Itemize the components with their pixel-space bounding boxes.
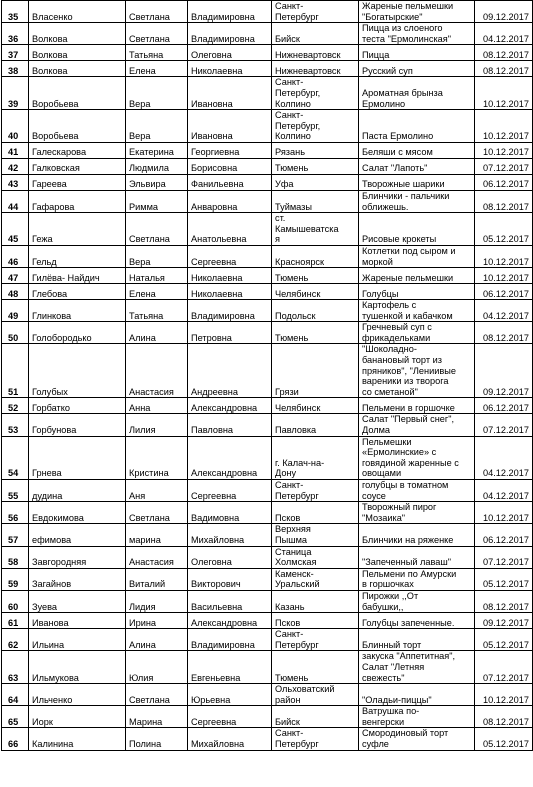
table-row	[2, 684, 533, 706]
last-name-cell: Голубых	[29, 344, 126, 398]
city-cell: Псков	[272, 613, 359, 629]
city-cell: Красноярск	[272, 245, 359, 267]
first-name-cell: Анастасия	[126, 344, 188, 398]
table-row	[2, 61, 533, 77]
city-cell: Подольск	[272, 300, 359, 322]
dish-cell: Гречневый суп с фрикадельками	[359, 322, 475, 344]
table-row	[2, 568, 533, 590]
last-name-cell: Воробьева	[29, 110, 126, 143]
last-name-cell: Глинкова	[29, 300, 126, 322]
table-row	[2, 436, 533, 479]
date-cell: 06.12.2017	[475, 524, 533, 546]
patronymic-cell: Александровна	[188, 613, 272, 629]
city-cell: Туймазы	[272, 190, 359, 212]
table-row	[2, 322, 533, 344]
dish-cell: Ватрушка по- венгерски	[359, 706, 475, 728]
table-row	[2, 284, 533, 300]
first-name-cell: Лилия	[126, 414, 188, 436]
city-cell: Тюмень	[272, 651, 359, 684]
city-cell: г. Калач-на- Дону	[272, 436, 359, 479]
patronymic-cell: Владимировна	[188, 300, 272, 322]
city-cell: Бийск	[272, 23, 359, 45]
dish-cell: Творожный пирог "Мозаика"	[359, 502, 475, 524]
last-name-cell: Власенко	[29, 1, 126, 23]
first-name-cell: Наталья	[126, 268, 188, 284]
row-number: 53	[2, 414, 29, 436]
dish-cell: Смородиновый торт суфле	[359, 728, 475, 750]
first-name-cell: Марина	[126, 706, 188, 728]
dish-cell: Котлетки под сыром и моркой	[359, 245, 475, 267]
city-cell: Грязи	[272, 344, 359, 398]
patronymic-cell: Павловна	[188, 414, 272, 436]
city-cell: Станица Холмская	[272, 546, 359, 568]
date-cell: 07.12.2017	[475, 546, 533, 568]
row-number: 61	[2, 613, 29, 629]
first-name-cell: Светлана	[126, 684, 188, 706]
row-number: 41	[2, 142, 29, 158]
table-row	[2, 480, 533, 502]
row-number: 65	[2, 706, 29, 728]
row-number: 60	[2, 590, 29, 612]
date-cell: 09.12.2017	[475, 1, 533, 23]
row-number: 51	[2, 344, 29, 398]
row-number: 56	[2, 502, 29, 524]
table-row	[2, 77, 533, 110]
city-cell: Санкт- Петербург	[272, 480, 359, 502]
patronymic-cell: Фанильевна	[188, 174, 272, 190]
city-cell: Бийск	[272, 706, 359, 728]
dish-cell: Блинчики - пальчики оближешь.	[359, 190, 475, 212]
row-number: 52	[2, 398, 29, 414]
city-cell: ст. Камышеватска я	[272, 213, 359, 246]
first-name-cell: Аня	[126, 480, 188, 502]
last-name-cell: Глебова	[29, 284, 126, 300]
dish-cell: Ароматная брынза Ермолино	[359, 77, 475, 110]
dish-cell: Голубцы	[359, 284, 475, 300]
dish-cell: Картофель с тушенкой и кабачком	[359, 300, 475, 322]
city-cell: Уфа	[272, 174, 359, 190]
first-name-cell: Екатерина	[126, 142, 188, 158]
row-number: 57	[2, 524, 29, 546]
row-number: 46	[2, 245, 29, 267]
table-row	[2, 706, 533, 728]
first-name-cell: Светлана	[126, 1, 188, 23]
row-number: 63	[2, 651, 29, 684]
row-number: 39	[2, 77, 29, 110]
dish-cell: голубцы в томатном соусе	[359, 480, 475, 502]
table-row	[2, 174, 533, 190]
date-cell: 05.12.2017	[475, 213, 533, 246]
patronymic-cell: Сергеевна	[188, 706, 272, 728]
date-cell: 07.12.2017	[475, 158, 533, 174]
dish-cell: Пирожки ,,От бабушки,,	[359, 590, 475, 612]
date-cell: 10.12.2017	[475, 684, 533, 706]
patronymic-cell: Олеговна	[188, 45, 272, 61]
patronymic-cell: Анатольевна	[188, 213, 272, 246]
city-cell: Санкт- Петербург, Колпино	[272, 110, 359, 143]
participants-table	[1, 0, 533, 751]
table-row	[2, 613, 533, 629]
table-body	[2, 1, 533, 751]
patronymic-cell: Евгеньевна	[188, 651, 272, 684]
date-cell: 08.12.2017	[475, 706, 533, 728]
patronymic-cell: Михайловна	[188, 524, 272, 546]
city-cell: Санкт- Петербург	[272, 1, 359, 23]
row-number: 62	[2, 629, 29, 651]
patronymic-cell: Вадимовна	[188, 502, 272, 524]
table-row	[2, 502, 533, 524]
first-name-cell: Полина	[126, 728, 188, 750]
patronymic-cell: Георгиевна	[188, 142, 272, 158]
dish-cell: закуска "Аппетитная", Салат "Летняя свежесть"	[359, 651, 475, 684]
date-cell: 05.12.2017	[475, 568, 533, 590]
last-name-cell: Волкова	[29, 23, 126, 45]
dish-cell: Пицца	[359, 45, 475, 61]
table-row	[2, 190, 533, 212]
patronymic-cell: Ивановна	[188, 110, 272, 143]
first-name-cell: Татьяна	[126, 45, 188, 61]
dish-cell: Блинный торт	[359, 629, 475, 651]
last-name-cell: Голобородько	[29, 322, 126, 344]
row-number: 36	[2, 23, 29, 45]
dish-cell: Пельмени в горшочке	[359, 398, 475, 414]
patronymic-cell: Ивановна	[188, 77, 272, 110]
city-cell: Нижневартовск	[272, 45, 359, 61]
date-cell: 07.12.2017	[475, 651, 533, 684]
date-cell: 05.12.2017	[475, 728, 533, 750]
first-name-cell: Лидия	[126, 590, 188, 612]
row-number: 54	[2, 436, 29, 479]
date-cell: 08.12.2017	[475, 590, 533, 612]
last-name-cell: Гилёва- Найдич	[29, 268, 126, 284]
last-name-cell: Гафарова	[29, 190, 126, 212]
date-cell: 08.12.2017	[475, 190, 533, 212]
row-number: 50	[2, 322, 29, 344]
table-row	[2, 23, 533, 45]
dish-cell: Паста Ермолино	[359, 110, 475, 143]
first-name-cell: Алина	[126, 629, 188, 651]
patronymic-cell: Юрьевна	[188, 684, 272, 706]
first-name-cell: Татьяна	[126, 300, 188, 322]
patronymic-cell: Анваровна	[188, 190, 272, 212]
last-name-cell: Гежа	[29, 213, 126, 246]
first-name-cell: Елена	[126, 284, 188, 300]
date-cell: 06.12.2017	[475, 398, 533, 414]
table-row	[2, 414, 533, 436]
city-cell: Казань	[272, 590, 359, 612]
last-name-cell: Галескарова	[29, 142, 126, 158]
date-cell: 05.12.2017	[475, 629, 533, 651]
last-name-cell: Гареева	[29, 174, 126, 190]
city-cell: Павловка	[272, 414, 359, 436]
last-name-cell: Ильченко	[29, 684, 126, 706]
last-name-cell: ефимова	[29, 524, 126, 546]
first-name-cell: Светлана	[126, 213, 188, 246]
first-name-cell: Людмила	[126, 158, 188, 174]
last-name-cell: Волкова	[29, 61, 126, 77]
last-name-cell: Грнева	[29, 436, 126, 479]
dish-cell: Жареные пельмешки "Богатырские"	[359, 1, 475, 23]
date-cell: 07.12.2017	[475, 414, 533, 436]
row-number: 38	[2, 61, 29, 77]
date-cell: 10.12.2017	[475, 268, 533, 284]
dish-cell: Блинчики на ряженке	[359, 524, 475, 546]
city-cell: Челябинск	[272, 284, 359, 300]
table-row	[2, 728, 533, 750]
last-name-cell: Загайнов	[29, 568, 126, 590]
row-number: 35	[2, 1, 29, 23]
row-number: 37	[2, 45, 29, 61]
patronymic-cell: Николаевна	[188, 268, 272, 284]
dish-cell: Русский суп	[359, 61, 475, 77]
first-name-cell: Кристина	[126, 436, 188, 479]
last-name-cell: Евдокимова	[29, 502, 126, 524]
date-cell: 04.12.2017	[475, 23, 533, 45]
dish-cell: Пельмени по Амурски в горшочках	[359, 568, 475, 590]
row-number: 64	[2, 684, 29, 706]
city-cell: Санкт- Петербург	[272, 629, 359, 651]
last-name-cell: дудина	[29, 480, 126, 502]
row-number: 49	[2, 300, 29, 322]
table-row	[2, 344, 533, 398]
last-name-cell: Иванова	[29, 613, 126, 629]
patronymic-cell: Александровна	[188, 398, 272, 414]
city-cell: Челябинск	[272, 398, 359, 414]
first-name-cell: марина	[126, 524, 188, 546]
patronymic-cell: Сергеевна	[188, 245, 272, 267]
last-name-cell: Зуева	[29, 590, 126, 612]
first-name-cell: Эльвира	[126, 174, 188, 190]
dish-cell: Салат "Первый снег", Долма	[359, 414, 475, 436]
dish-cell: "Запеченный лаваш"	[359, 546, 475, 568]
row-number: 42	[2, 158, 29, 174]
patronymic-cell: Петровна	[188, 322, 272, 344]
patronymic-cell: Владимировна	[188, 629, 272, 651]
first-name-cell: Светлана	[126, 502, 188, 524]
row-number: 44	[2, 190, 29, 212]
city-cell: Псков	[272, 502, 359, 524]
patronymic-cell: Александровна	[188, 436, 272, 479]
table-row	[2, 213, 533, 246]
row-number: 45	[2, 213, 29, 246]
date-cell: 08.12.2017	[475, 61, 533, 77]
last-name-cell: Воробьева	[29, 77, 126, 110]
last-name-cell: Ильмукова	[29, 651, 126, 684]
table-row	[2, 110, 533, 143]
city-cell: Тюмень	[272, 322, 359, 344]
patronymic-cell: Викторович	[188, 568, 272, 590]
patronymic-cell: Николаевна	[188, 284, 272, 300]
first-name-cell: Виталий	[126, 568, 188, 590]
first-name-cell: Юлия	[126, 651, 188, 684]
city-cell: Санкт- Петербург	[272, 728, 359, 750]
row-number: 59	[2, 568, 29, 590]
first-name-cell: Алина	[126, 322, 188, 344]
table-row	[2, 300, 533, 322]
date-cell: 04.12.2017	[475, 436, 533, 479]
table-row	[2, 546, 533, 568]
patronymic-cell: Михайловна	[188, 728, 272, 750]
last-name-cell: Ильина	[29, 629, 126, 651]
date-cell: 04.12.2017	[475, 480, 533, 502]
table-row	[2, 142, 533, 158]
patronymic-cell: Олеговна	[188, 546, 272, 568]
row-number: 40	[2, 110, 29, 143]
date-cell: 09.12.2017	[475, 344, 533, 398]
table-row	[2, 651, 533, 684]
last-name-cell: Гельд	[29, 245, 126, 267]
city-cell: Нижневартовск	[272, 61, 359, 77]
city-cell: Верхняя Пышма	[272, 524, 359, 546]
date-cell: 08.12.2017	[475, 322, 533, 344]
patronymic-cell: Владимировна	[188, 23, 272, 45]
city-cell: Тюмень	[272, 268, 359, 284]
patronymic-cell: Васильевна	[188, 590, 272, 612]
first-name-cell: Анастасия	[126, 546, 188, 568]
dish-cell: Беляши с мясом	[359, 142, 475, 158]
last-name-cell: Калинина	[29, 728, 126, 750]
date-cell: 10.12.2017	[475, 245, 533, 267]
city-cell: Тюмень	[272, 158, 359, 174]
table-row	[2, 629, 533, 651]
first-name-cell: Вера	[126, 245, 188, 267]
row-number: 55	[2, 480, 29, 502]
row-number: 48	[2, 284, 29, 300]
first-name-cell: Ирина	[126, 613, 188, 629]
table-row	[2, 158, 533, 174]
table-row	[2, 398, 533, 414]
first-name-cell: Анна	[126, 398, 188, 414]
city-cell: Каменск- Уральский	[272, 568, 359, 590]
city-cell: Санкт- Петербург, Колпино	[272, 77, 359, 110]
date-cell: 10.12.2017	[475, 77, 533, 110]
date-cell: 08.12.2017	[475, 45, 533, 61]
date-cell: 09.12.2017	[475, 613, 533, 629]
last-name-cell: Волкова	[29, 45, 126, 61]
last-name-cell: Завгородняя	[29, 546, 126, 568]
date-cell: 06.12.2017	[475, 174, 533, 190]
table-row	[2, 1, 533, 23]
dish-cell: Рисовые крокеты	[359, 213, 475, 246]
last-name-cell: Иорк	[29, 706, 126, 728]
table-row	[2, 524, 533, 546]
city-cell: Ольховатский район	[272, 684, 359, 706]
date-cell: 10.12.2017	[475, 110, 533, 143]
row-number: 43	[2, 174, 29, 190]
last-name-cell: Горбатко	[29, 398, 126, 414]
table-row	[2, 268, 533, 284]
first-name-cell: Вера	[126, 110, 188, 143]
dish-cell: Голубцы запеченные.	[359, 613, 475, 629]
dish-cell: Салат "Лапоть"	[359, 158, 475, 174]
dish-cell: Жареные пельмешки	[359, 268, 475, 284]
table-row	[2, 45, 533, 61]
first-name-cell: Елена	[126, 61, 188, 77]
last-name-cell: Горбунова	[29, 414, 126, 436]
first-name-cell: Вера	[126, 77, 188, 110]
dish-cell: Творожные шарики	[359, 174, 475, 190]
patronymic-cell: Николаевна	[188, 61, 272, 77]
date-cell: 10.12.2017	[475, 502, 533, 524]
row-number: 66	[2, 728, 29, 750]
row-number: 47	[2, 268, 29, 284]
dish-cell: Пельмешки «Ермолинские» с говядиной жаренные с овощами	[359, 436, 475, 479]
patronymic-cell: Борисовна	[188, 158, 272, 174]
table-row	[2, 245, 533, 267]
city-cell: Рязань	[272, 142, 359, 158]
table-row	[2, 590, 533, 612]
patronymic-cell: Сергеевна	[188, 480, 272, 502]
last-name-cell: Галковская	[29, 158, 126, 174]
dish-cell: Пицца из слоеного теста "Ермолинская"	[359, 23, 475, 45]
patronymic-cell: Владимировна	[188, 1, 272, 23]
row-number: 58	[2, 546, 29, 568]
date-cell: 04.12.2017	[475, 300, 533, 322]
date-cell: 10.12.2017	[475, 142, 533, 158]
dish-cell: "Оладьи-пиццы"	[359, 684, 475, 706]
date-cell: 06.12.2017	[475, 284, 533, 300]
first-name-cell: Светлана	[126, 23, 188, 45]
first-name-cell: Римма	[126, 190, 188, 212]
dish-cell: "Шоколадно- банановый торт из пряников", "Лениивые вареники из творога со сметаной"	[359, 344, 475, 398]
patronymic-cell: Андреевна	[188, 344, 272, 398]
